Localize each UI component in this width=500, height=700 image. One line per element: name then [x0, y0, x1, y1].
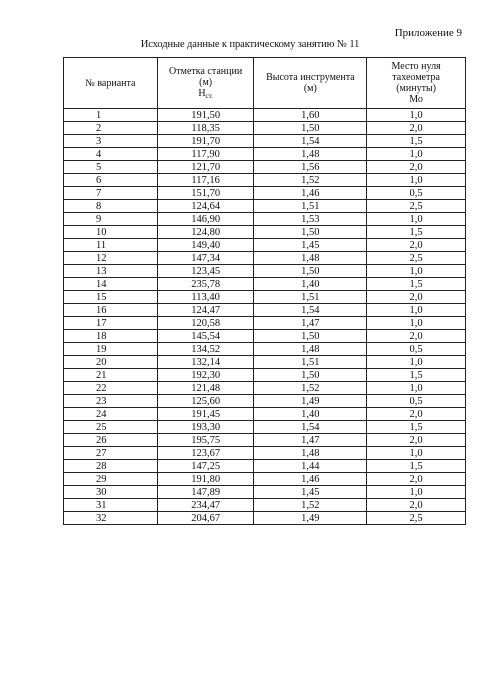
column-header-variant	[64, 58, 158, 109]
cell-variant: 16	[64, 304, 158, 317]
cell-variant: 23	[64, 395, 158, 408]
cell-variant: 22	[64, 382, 158, 395]
cell-zero-place: 1,0	[367, 486, 466, 499]
cell-zero-place: 1,5	[367, 369, 466, 382]
cell-zero-place: 1,0	[367, 447, 466, 460]
cell-variant: 30	[64, 486, 158, 499]
cell-zero-place: 2,0	[367, 161, 466, 174]
cell-instrument-height: 1,51	[254, 291, 367, 304]
table-row	[64, 187, 466, 200]
cell-variant: 26	[64, 434, 158, 447]
cell-zero-place: 2,0	[367, 330, 466, 343]
cell-station-mark: 151,70	[157, 187, 254, 200]
cell-zero-place: 1,0	[367, 148, 466, 161]
cell-variant: 28	[64, 460, 158, 473]
cell-variant: 9	[64, 213, 158, 226]
cell-instrument-height: 1,45	[254, 486, 367, 499]
cell-station-mark: 146,90	[157, 213, 254, 226]
cell-variant: 32	[64, 512, 158, 525]
cell-station-mark: 124,47	[157, 304, 254, 317]
cell-instrument-height: 1,40	[254, 278, 367, 291]
cell-station-mark: 191,70	[157, 135, 254, 148]
cell-zero-place: 1,5	[367, 460, 466, 473]
cell-instrument-height: 1,53	[254, 213, 367, 226]
cell-station-mark: 193,30	[157, 421, 254, 434]
cell-instrument-height: 1,56	[254, 161, 367, 174]
cell-zero-place: 1,0	[367, 265, 466, 278]
table-row	[64, 330, 466, 343]
cell-instrument-height: 1,40	[254, 408, 367, 421]
cell-station-mark: 192,30	[157, 369, 254, 382]
cell-station-mark: 113,40	[157, 291, 254, 304]
cell-variant: 24	[64, 408, 158, 421]
cell-zero-place: 1,0	[367, 174, 466, 187]
table-row	[64, 499, 466, 512]
cell-variant: 15	[64, 291, 158, 304]
cell-station-mark: 123,45	[157, 265, 254, 278]
table-row	[64, 369, 466, 382]
cell-zero-place: 2,0	[367, 499, 466, 512]
cell-variant: 11	[64, 239, 158, 252]
cell-station-mark: 147,25	[157, 460, 254, 473]
table-row	[64, 135, 466, 148]
cell-station-mark: 123,67	[157, 447, 254, 460]
table-row	[64, 356, 466, 369]
cell-station-mark: 120,58	[157, 317, 254, 330]
appendix-label: Приложение 9	[394, 27, 462, 39]
cell-zero-place: 0,5	[367, 395, 466, 408]
cell-variant: 7	[64, 187, 158, 200]
zero-place-line1: Место нуля	[391, 61, 441, 72]
table-row	[64, 382, 466, 395]
cell-instrument-height: 1,44	[254, 460, 367, 473]
cell-variant: 6	[64, 174, 158, 187]
station-mark-line1: Отметка станции	[169, 66, 243, 77]
table-row	[64, 226, 466, 239]
table-row	[64, 174, 466, 187]
cell-zero-place: 1,0	[367, 356, 466, 369]
cell-zero-place: 1,5	[367, 226, 466, 239]
cell-variant: 13	[64, 265, 158, 278]
cell-zero-place: 1,0	[367, 382, 466, 395]
table-row	[64, 161, 466, 174]
zero-place-line3: (минуты)	[396, 83, 436, 94]
cell-zero-place: 1,5	[367, 421, 466, 434]
cell-variant: 10	[64, 226, 158, 239]
cell-instrument-height: 1,50	[254, 122, 367, 135]
cell-instrument-height: 1,51	[254, 356, 367, 369]
cell-variant: 31	[64, 499, 158, 512]
table-row	[64, 460, 466, 473]
table-row	[64, 421, 466, 434]
cell-instrument-height: 1,45	[254, 239, 367, 252]
table-row	[64, 109, 466, 122]
cell-station-mark: 195,75	[157, 434, 254, 447]
cell-zero-place: 2,0	[367, 408, 466, 421]
table-row	[64, 239, 466, 252]
table-row	[64, 512, 466, 525]
cell-station-mark: 124,80	[157, 226, 254, 239]
cell-zero-place: 1,0	[367, 109, 466, 122]
column-header-instrument-height	[254, 58, 367, 109]
cell-station-mark: 149,40	[157, 239, 254, 252]
cell-station-mark: 117,16	[157, 174, 254, 187]
cell-zero-place: 2,5	[367, 252, 466, 265]
table-row	[64, 434, 466, 447]
cell-variant: 12	[64, 252, 158, 265]
table-header-row	[64, 58, 466, 109]
cell-variant: 21	[64, 369, 158, 382]
cell-variant: 27	[64, 447, 158, 460]
cell-zero-place: 1,0	[367, 304, 466, 317]
table-row	[64, 291, 466, 304]
table-row	[64, 148, 466, 161]
cell-instrument-height: 1,54	[254, 421, 367, 434]
cell-zero-place: 2,5	[367, 512, 466, 525]
cell-variant: 17	[64, 317, 158, 330]
cell-zero-place: 1,5	[367, 278, 466, 291]
cell-instrument-height: 1,48	[254, 252, 367, 265]
cell-station-mark: 134,52	[157, 343, 254, 356]
cell-variant: 29	[64, 473, 158, 486]
table-row	[64, 265, 466, 278]
cell-instrument-height: 1,48	[254, 148, 367, 161]
cell-station-mark: 191,80	[157, 473, 254, 486]
cell-instrument-height: 1,48	[254, 447, 367, 460]
table-body	[64, 109, 466, 525]
cell-zero-place: 2,0	[367, 122, 466, 135]
cell-station-mark: 117,90	[157, 148, 254, 161]
cell-station-mark: 204,67	[157, 512, 254, 525]
instrument-height-line1: Высота инструмента	[266, 72, 355, 83]
cell-station-mark: 125,60	[157, 395, 254, 408]
cell-station-mark: 121,48	[157, 382, 254, 395]
cell-station-mark: 118,35	[157, 122, 254, 135]
cell-zero-place: 2,0	[367, 434, 466, 447]
cell-variant: 25	[64, 421, 158, 434]
table-row	[64, 473, 466, 486]
cell-variant: 14	[64, 278, 158, 291]
cell-instrument-height: 1,48	[254, 343, 367, 356]
table-row	[64, 447, 466, 460]
column-header-zero-place	[367, 58, 466, 109]
cell-instrument-height: 1,50	[254, 330, 367, 343]
zero-place-line2: тахеометра	[392, 72, 440, 83]
cell-instrument-height: 1,46	[254, 187, 367, 200]
cell-variant: 1	[64, 109, 158, 122]
station-mark-symbol: H	[198, 88, 206, 99]
cell-variant: 20	[64, 356, 158, 369]
cell-station-mark: 235,78	[157, 278, 254, 291]
document-title: Исходные данные к практическому занятию № 11	[140, 39, 360, 50]
cell-station-mark: 147,89	[157, 486, 254, 499]
cell-station-mark: 145,54	[157, 330, 254, 343]
cell-variant: 19	[64, 343, 158, 356]
table-row	[64, 304, 466, 317]
table-row	[64, 317, 466, 330]
cell-station-mark: 132,14	[157, 356, 254, 369]
instrument-height-line2: (м)	[303, 83, 317, 94]
table-row	[64, 343, 466, 356]
table-row	[64, 395, 466, 408]
cell-station-mark: 234,47	[157, 499, 254, 512]
cell-instrument-height: 1,50	[254, 265, 367, 278]
cell-variant: 4	[64, 148, 158, 161]
zero-place-line4: Мо	[409, 94, 423, 105]
cell-instrument-height: 1,54	[254, 304, 367, 317]
cell-instrument-height: 1,54	[254, 135, 367, 148]
cell-station-mark: 191,45	[157, 408, 254, 421]
column-header-station-mark	[157, 58, 254, 109]
table-row	[64, 122, 466, 135]
cell-instrument-height: 1,52	[254, 382, 367, 395]
cell-zero-place: 0,5	[367, 187, 466, 200]
cell-instrument-height: 1,50	[254, 226, 367, 239]
cell-variant: 3	[64, 135, 158, 148]
cell-instrument-height: 1,52	[254, 174, 367, 187]
cell-zero-place: 2,0	[367, 239, 466, 252]
station-mark-subscript: ст.	[205, 92, 213, 100]
cell-instrument-height: 1,50	[254, 369, 367, 382]
station-mark-line2: (м)	[199, 77, 213, 88]
table-row	[64, 486, 466, 499]
cell-instrument-height: 1,49	[254, 395, 367, 408]
cell-zero-place: 2,5	[367, 200, 466, 213]
cell-zero-place: 0,5	[367, 343, 466, 356]
cell-instrument-height: 1,51	[254, 200, 367, 213]
table-row	[64, 408, 466, 421]
cell-variant: 18	[64, 330, 158, 343]
cell-station-mark: 124,64	[157, 200, 254, 213]
cell-instrument-height: 1,46	[254, 473, 367, 486]
cell-instrument-height: 1,47	[254, 434, 367, 447]
cell-instrument-height: 1,49	[254, 512, 367, 525]
table-row	[64, 278, 466, 291]
cell-zero-place: 1,5	[367, 135, 466, 148]
cell-station-mark: 191,50	[157, 109, 254, 122]
table-row	[64, 200, 466, 213]
table-row	[64, 213, 466, 226]
cell-instrument-height: 1,60	[254, 109, 367, 122]
cell-variant: 8	[64, 200, 158, 213]
cell-zero-place: 2,0	[367, 473, 466, 486]
cell-zero-place: 1,0	[367, 317, 466, 330]
cell-zero-place: 2,0	[367, 291, 466, 304]
table-row	[64, 252, 466, 265]
cell-instrument-height: 1,47	[254, 317, 367, 330]
cell-station-mark: 147,34	[157, 252, 254, 265]
cell-station-mark: 121,70	[157, 161, 254, 174]
cell-zero-place: 1,0	[367, 213, 466, 226]
source-data-table	[63, 57, 466, 525]
cell-variant: 2	[64, 122, 158, 135]
cell-variant: 5	[64, 161, 158, 174]
column-header-variant-label: № варианта	[85, 77, 136, 89]
cell-instrument-height: 1,52	[254, 499, 367, 512]
